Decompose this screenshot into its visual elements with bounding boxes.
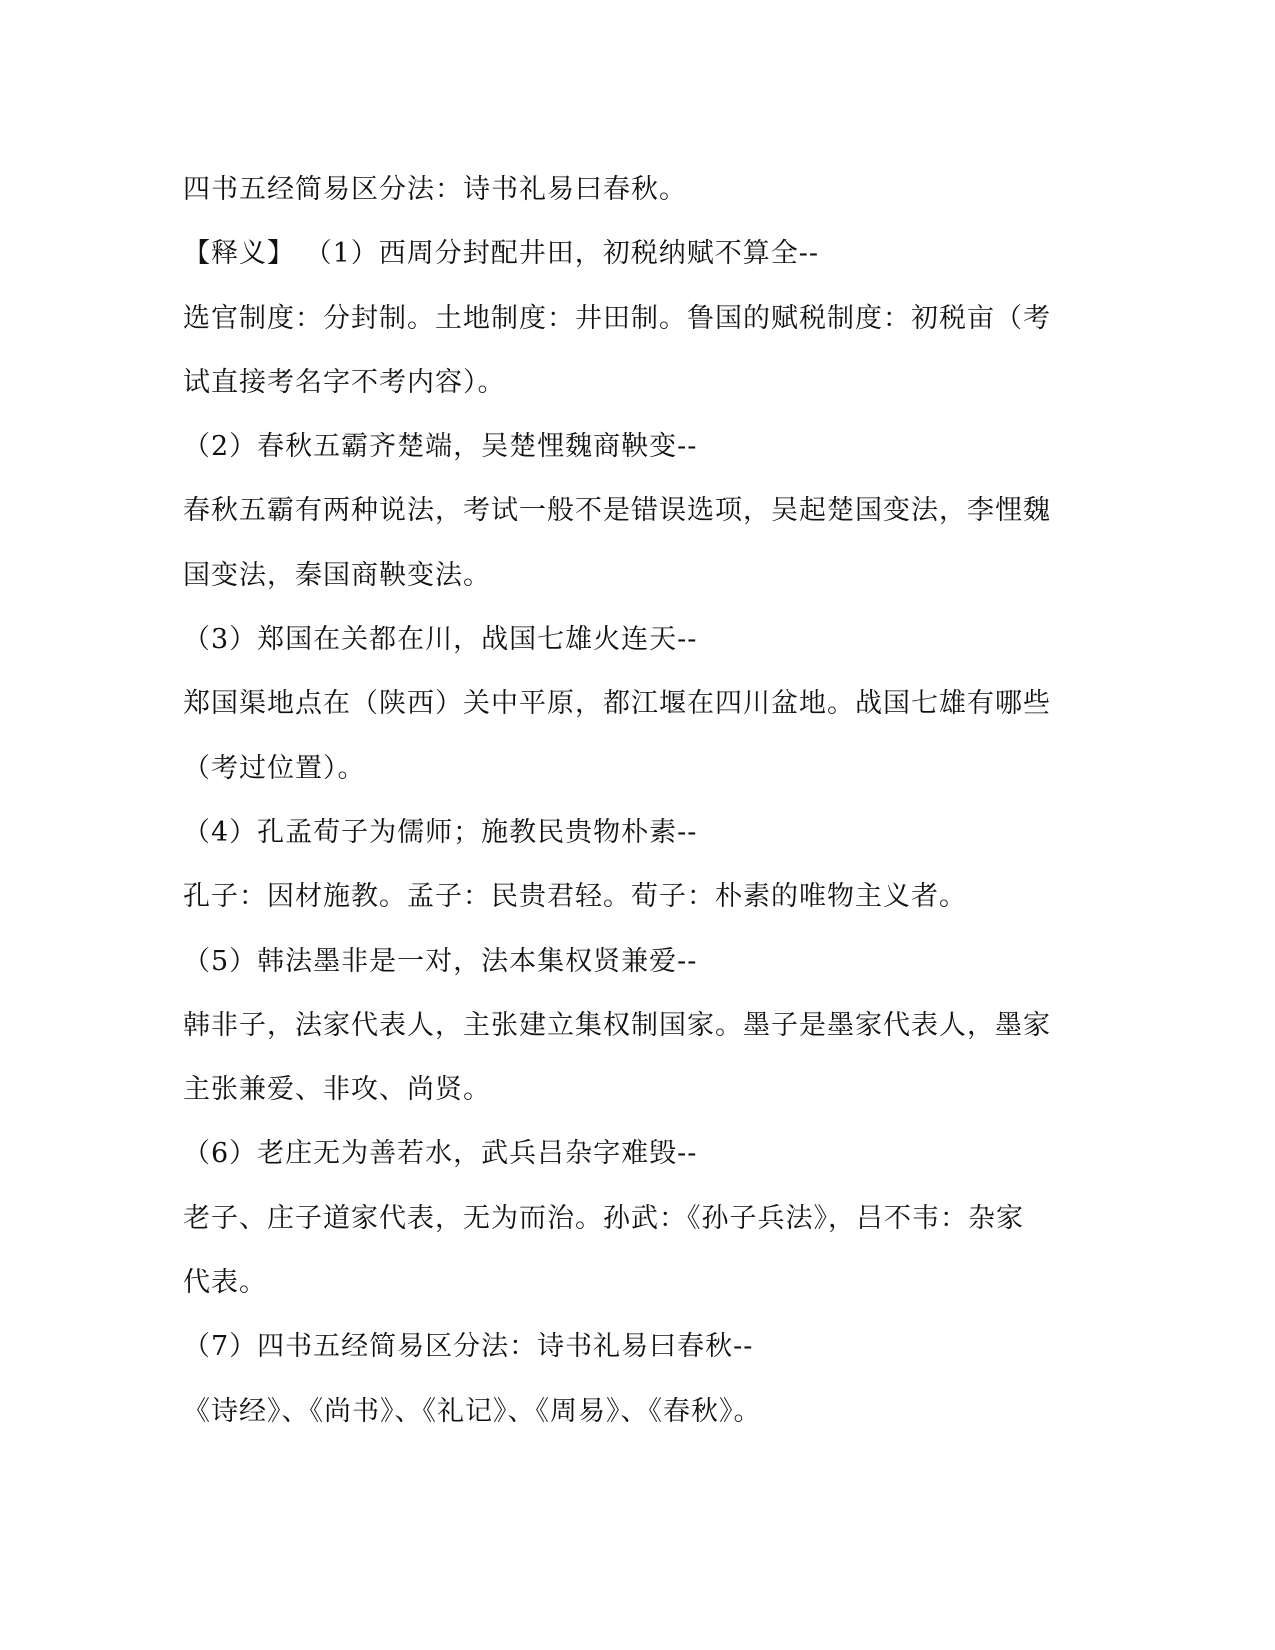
text-line: 【释义】 （1）西周分封配井田，初税纳赋不算全--: [183, 238, 820, 270]
text-line: （4）孔孟荀子为儒师；施教民贵物朴素--: [183, 816, 698, 848]
text-line: 韩非子，法家代表人，主张建立集权制国家。墨子是墨家代表人，墨家: [183, 1009, 1051, 1041]
text-line: 选官制度：分封制。土地制度：井田制。鲁国的赋税制度：初税亩（考: [183, 302, 1051, 334]
text-line: （7）四书五经简易区分法：诗书礼易曰春秋--: [183, 1331, 754, 1363]
text-line: （6）老庄无为善若水，武兵吕杂字难毁--: [183, 1138, 698, 1170]
text-line: 国变法，秦国商鞅变法。: [183, 559, 491, 591]
text-line: 《诗经》、《尚书》、《礼记》、《周易》、《春秋》。: [183, 1395, 762, 1427]
text-line: 孔子：因材施教。孟子：民贵君轻。荀子：朴素的唯物主义者。: [183, 881, 967, 913]
text-line: 郑国渠地点在（陕西）关中平原，都江堰在四川盆地。战国七雄有哪些: [183, 688, 1051, 720]
text-line: （3）郑国在关都在川，战国七雄火连天--: [183, 624, 698, 656]
text-line: 春秋五霸有两种说法，考试一般不是错误选项，吴起楚国变法，李悝魏: [183, 495, 1051, 527]
text-line: 四书五经简易区分法：诗书礼易曰春秋。: [183, 174, 687, 205]
text-line: （考过位置）。: [183, 752, 366, 784]
text-line: （2）春秋五霸齐楚端，吴楚悝魏商鞅变--: [183, 431, 698, 463]
text-line: （5）韩法墨非是一对，法本集权贤兼爱--: [183, 945, 698, 977]
text-line: 代表。: [183, 1267, 267, 1299]
text-line: 试直接考名字不考内容）。: [183, 366, 506, 398]
document-body: [183, 158, 1093, 1444]
text-line: 主张兼爱、非攻、尚贤。: [183, 1074, 491, 1106]
text-line: 老子、庄子道家代表，无为而治。孙武：《孙子兵法》，吕不韦：杂家: [183, 1202, 1024, 1234]
